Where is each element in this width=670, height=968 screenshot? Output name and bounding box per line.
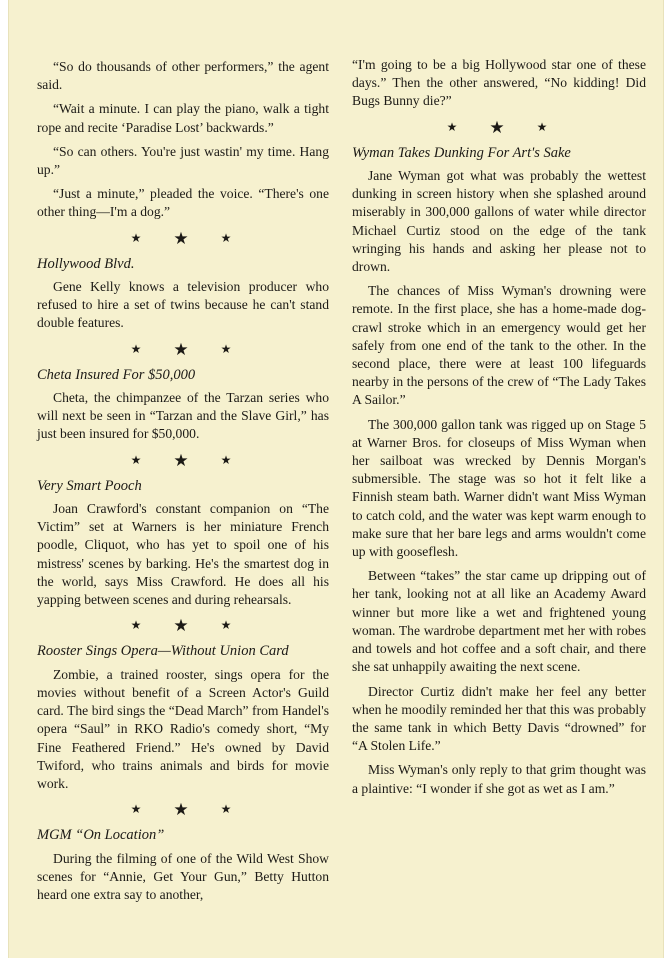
- section-heading: Hollywood Blvd.: [37, 255, 135, 272]
- paragraph: The 300,000 gallon tank was rigged up on Stage 5 at Warner Bros. for closeups of Miss Wyman when her sailboat was wrecked by Dennis Morgan's submersible. The stage was so hot it felt like a Finnish steam bath. Warner didn't want Miss Wyman to catch cold, and the water was kept warm enough to make sure that her bare legs and arms wouldn't come up with gooseflesh.: [352, 416, 646, 560]
- star-separator: [37, 799, 329, 818]
- paragraph: Cheta, the chimpanzee of the Tarzan series who will next be seen in “Tarzan and the Slave Girl,” has just been insured for $50,000.: [37, 390, 329, 442]
- star-icon: ★: [489, 117, 509, 137]
- paragraph: “Just a minute,” pleaded the voice. “There's one other thing—I'm a dog.”: [37, 186, 329, 220]
- section-heading: MGM “On Location”: [37, 827, 165, 844]
- paragraph: “Wait a minute. I can play the piano, walk a tight rope and recite ‘Paradise Lost’ backwards.”: [37, 101, 329, 135]
- star-separator: [37, 228, 329, 247]
- star-icon: ★: [130, 452, 146, 467]
- section-heading: Very Smart Pooch: [37, 477, 142, 494]
- section-heading: Rooster Sings Opera—Without Union Card: [37, 643, 289, 660]
- left-column: [37, 58, 329, 910]
- star-icon: ★: [173, 450, 193, 470]
- star-icon: ★: [130, 341, 146, 356]
- star-icon: ★: [446, 119, 462, 134]
- paragraph: “So can others. You're just wastin' my time. Hang up.”: [37, 143, 329, 178]
- paragraph: Zombie, a trained rooster, sings opera for the movies without benefit of a Screen Actor's Guild card. The bird sings the “Dead March” from Handel's opera “Saul” in RKO Radio's comedy short, “My Fine Feathered Friend.” He's owned by David Twiford, who trains animals and birds for movie work.: [37, 666, 329, 791]
- star-separator: [37, 339, 329, 358]
- paragraph: Jane Wyman got what was probably the wettest dunking in screen history when she splashed around miserably in 300,000 gallons of water while director Michael Curtiz stood on the edge of the tank wringing his hands and asking her please not to drown.: [352, 168, 646, 275]
- star-icon: ★: [130, 618, 146, 633]
- paragraph: The chances of Miss Wyman's drowning were remote. In the first place, she has a home-made dog-crawl stroke which in an emergency would get her safely from one end of the tank to the other. In the second place, there were at least 100 lifeguards nearby in the persons of the crew of “The Lady Takes A Sailor.”: [352, 283, 646, 408]
- paragraph: “So do thousands of other performers,” the agent said.: [37, 59, 329, 93]
- section-heading: Cheta Insured For $50,000: [37, 366, 196, 383]
- star-icon: ★: [130, 230, 146, 245]
- paragraph: Director Curtiz didn't make her feel any better when he moodily reminded her that this was probably the same tank in which Betty Davis “drowned” for “A Stolen Life.”: [352, 683, 646, 754]
- paragraph: Joan Crawford's constant companion on “The Victim” set at Warners is her miniature French poodle, Cliquot, who has yet to spoil one of his mistress' scenes by barking. He's the smartest dog in the world, says Miss Crawford. He does all his yapping between scenes and during rehearsals.: [37, 501, 329, 608]
- paragraph: During the filming of one of the Wild West Show scenes for “Annie, Get Your Gun,” Betty Hutton heard one extra say to another,: [37, 850, 329, 902]
- section-heading: Wyman Takes Dunking For Art's Sake: [352, 144, 571, 161]
- star-icon: ★: [130, 802, 146, 817]
- paragraph: “I'm going to be a big Hollywood star one of these days.” Then the other answered, “No kidding! Did Bugs Bunny die?”: [352, 57, 646, 109]
- star-icon: ★: [220, 452, 236, 467]
- star-separator: [37, 615, 329, 634]
- star-icon: ★: [173, 339, 193, 359]
- star-icon: ★: [536, 119, 552, 134]
- star-separator: [37, 450, 329, 469]
- star-icon: ★: [220, 802, 236, 817]
- magazine-page: [8, 0, 664, 958]
- paragraph: Miss Wyman's only reply to that grim thought was a plaintive: “I wonder if she got as wet as I am.”: [352, 762, 646, 796]
- star-icon: ★: [173, 800, 193, 820]
- paragraph: Between “takes” the star came up dripping out of her tank, looking not at all like an Academy Award winner but more like a wet and frightened young woman. The wardrobe department met her with robes and towels and hot coffee and a soft chair, and there she sat unhappily awaiting the next scene.: [352, 568, 646, 675]
- star-icon: ★: [220, 230, 236, 245]
- right-column: [352, 56, 646, 804]
- star-icon: ★: [220, 341, 236, 356]
- star-icon: ★: [220, 618, 236, 633]
- star-icon: ★: [173, 228, 193, 248]
- star-icon: ★: [173, 616, 193, 636]
- star-separator: [352, 117, 646, 136]
- paragraph: Gene Kelly knows a television producer who refused to hire a set of twins because he can't stand double features.: [37, 279, 329, 331]
